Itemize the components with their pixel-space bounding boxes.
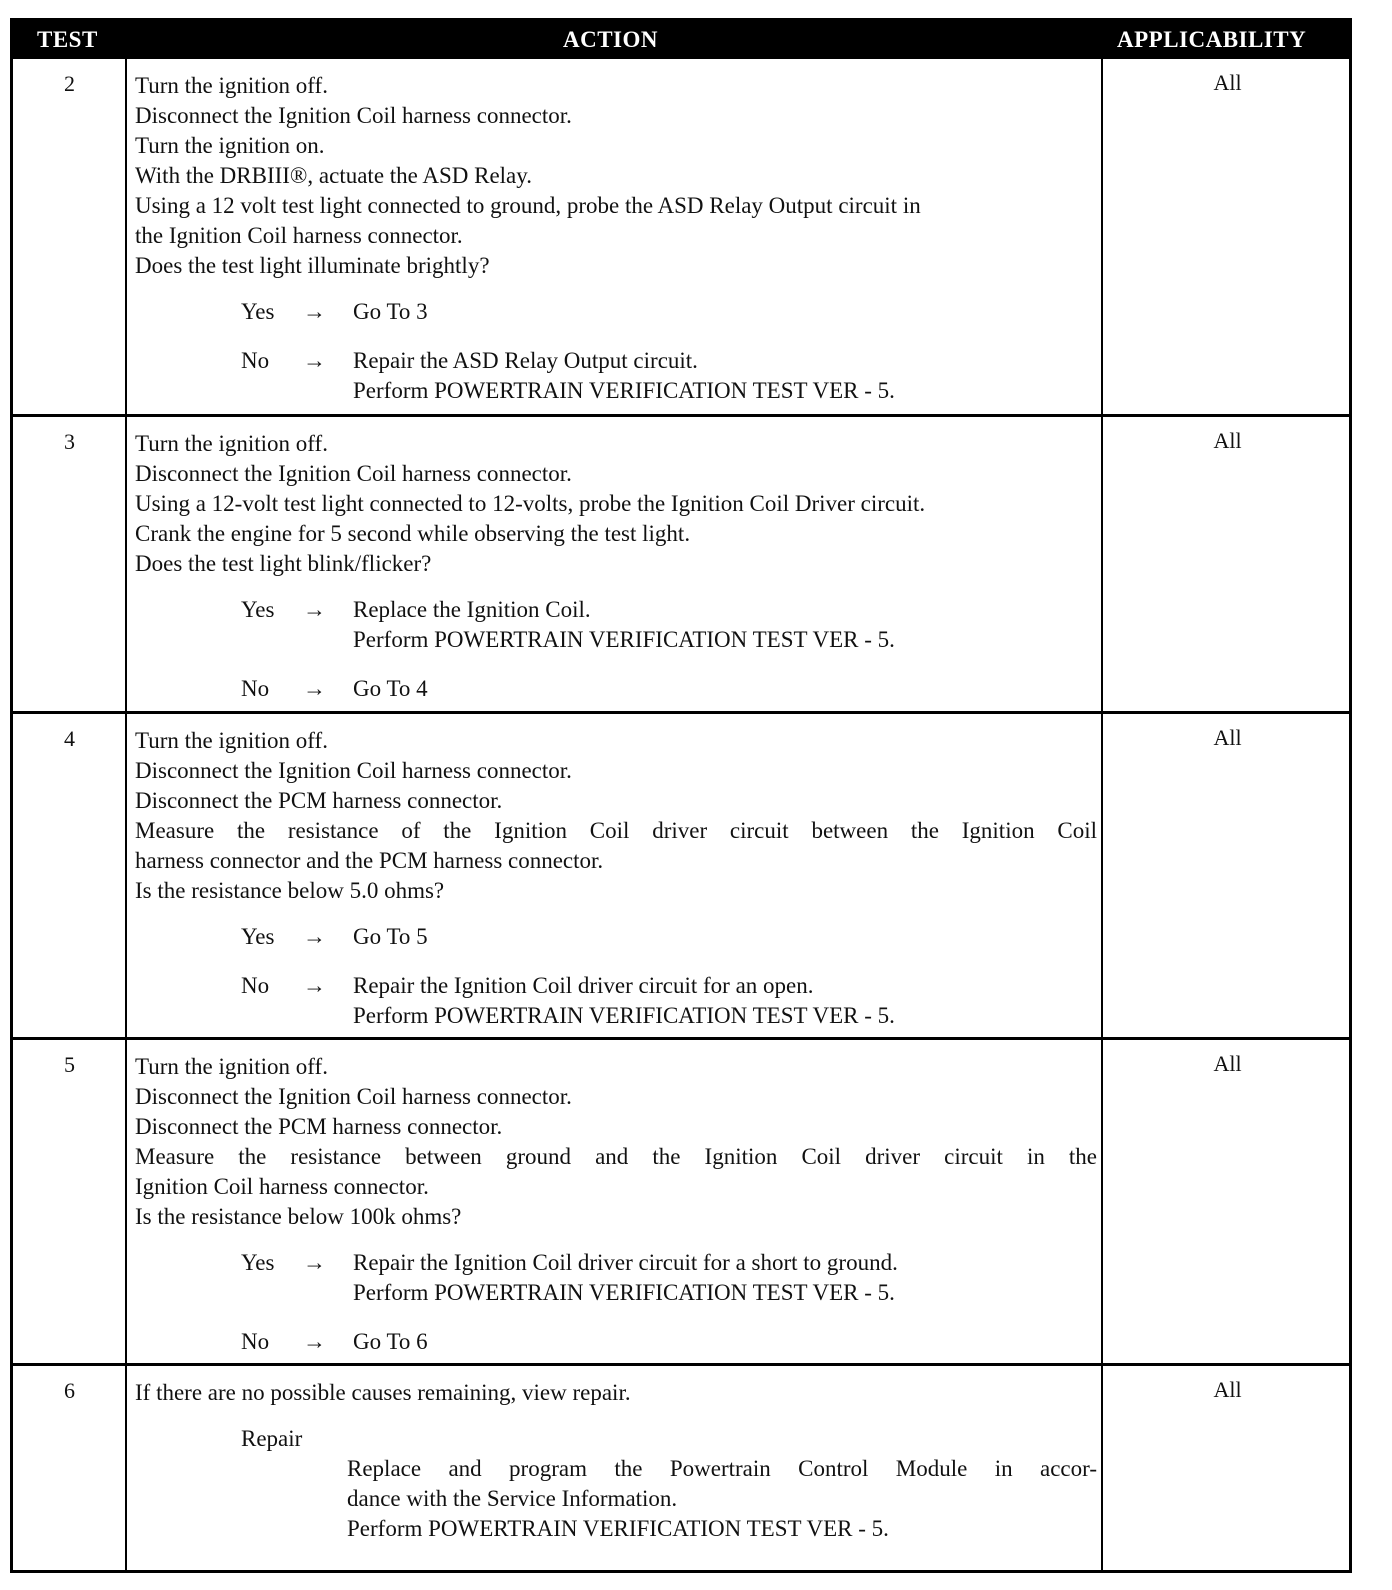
applicability-value: All — [1213, 428, 1242, 453]
answer-result — [353, 1327, 428, 1357]
result-line: Go To 6 — [353, 1329, 428, 1354]
answer-option — [135, 1248, 1097, 1308]
action-cell — [135, 71, 1097, 406]
result-line: Perform POWERTRAIN VERIFICATION TEST VER - 5. — [353, 627, 895, 652]
action-line: Disconnect the Ignition Coil harness connector. — [135, 461, 572, 486]
result-line: Repair the Ignition Coil driver circuit for an open. — [353, 973, 814, 998]
arrow-right-icon: → — [303, 1250, 326, 1275]
action-line: Using a 12 volt test light connected to ground, probe the ASD Relay Output circuit in — [135, 193, 921, 218]
arrow-right-icon: → — [303, 676, 326, 701]
answer-label: Yes — [241, 924, 275, 949]
result-line: Go To 5 — [353, 924, 428, 949]
answer-label: No — [241, 973, 270, 998]
action-line: If there are no possible causes remaining, view repair. — [135, 1380, 631, 1405]
result-line: Repair the ASD Relay Output circuit. — [353, 348, 698, 373]
table-row — [13, 1363, 1349, 1572]
repair-line: Perform POWERTRAIN VERIFICATION TEST VER - 5. — [347, 1516, 889, 1541]
result-line: Perform POWERTRAIN VERIFICATION TEST VER - 5. — [353, 1003, 895, 1028]
action-line: Measure the resistance between ground and the Ignition Coil driver circuit in the — [135, 1144, 1097, 1169]
header-test: TEST — [37, 27, 98, 52]
action-cell — [135, 429, 1097, 704]
action-line: Turn the ignition off. — [135, 1054, 328, 1079]
result-line: Go To 4 — [353, 676, 428, 701]
result-line: Perform POWERTRAIN VERIFICATION TEST VER - 5. — [353, 378, 895, 403]
action-line: the Ignition Coil harness connector. — [135, 223, 463, 248]
action-line: Does the test light illuminate brightly? — [135, 253, 490, 278]
answer-option — [135, 346, 1097, 406]
action-line: Disconnect the PCM harness connector. — [135, 788, 503, 813]
test-number: 2 — [64, 71, 75, 96]
arrow-right-icon: → — [303, 1329, 326, 1354]
answer-option — [135, 922, 1097, 952]
repair-line: Replace and program the Powertrain Control Module in accor- — [347, 1456, 1097, 1481]
applicability-value: All — [1213, 70, 1242, 95]
applicability-value: All — [1213, 1377, 1242, 1402]
action-line: Is the resistance below 100k ohms? — [135, 1204, 462, 1229]
arrow-right-icon: → — [303, 924, 326, 949]
action-line: Disconnect the Ignition Coil harness connector. — [135, 103, 572, 128]
result-line: Replace the Ignition Coil. — [353, 597, 591, 622]
table-row — [13, 711, 1349, 1040]
result-line: Repair the Ignition Coil driver circuit for a short to ground. — [353, 1250, 898, 1275]
answer-result — [353, 674, 428, 704]
header-applicability: APPLICABILITY — [1117, 27, 1307, 52]
action-cell — [135, 726, 1097, 1031]
answer-result — [353, 971, 895, 1031]
answer-options — [135, 297, 1097, 406]
action-line: Is the resistance below 5.0 ohms? — [135, 878, 445, 903]
answer-options — [135, 1248, 1097, 1357]
answer-label: Yes — [241, 1250, 275, 1275]
answer-result — [353, 595, 895, 655]
action-line: Disconnect the Ignition Coil harness connector. — [135, 1084, 572, 1109]
diagnostic-test-table — [10, 18, 1352, 1573]
table-row — [13, 414, 1349, 714]
answer-option — [135, 297, 1097, 327]
action-line: Using a 12-volt test light connected to 12-volts, probe the Ignition Coil Driver circuit. — [135, 491, 926, 516]
answer-label: No — [241, 348, 270, 373]
answer-result — [353, 297, 428, 327]
action-line: Disconnect the PCM harness connector. — [135, 1114, 503, 1139]
answer-options — [135, 595, 1097, 704]
action-line: With the DRBIII®, actuate the ASD Relay. — [135, 163, 533, 188]
answer-option — [135, 971, 1097, 1031]
arrow-right-icon: → — [303, 348, 326, 373]
test-number: 6 — [64, 1378, 75, 1403]
arrow-right-icon: → — [303, 597, 326, 622]
result-line: Perform POWERTRAIN VERIFICATION TEST VER - 5. — [353, 1280, 895, 1305]
action-cell — [135, 1378, 1097, 1544]
table-row — [13, 59, 1349, 415]
action-line: Turn the ignition off. — [135, 73, 328, 98]
repair-instructions — [347, 1454, 1097, 1544]
answer-option — [135, 674, 1097, 704]
action-cell — [135, 1052, 1097, 1357]
applicability-value: All — [1213, 725, 1242, 750]
result-line: Go To 3 — [353, 299, 428, 324]
answer-result — [353, 922, 428, 952]
answer-options — [135, 922, 1097, 1031]
repair-line: dance with the Service Information. — [347, 1486, 678, 1511]
arrow-right-icon: → — [303, 299, 326, 324]
action-line: Turn the ignition on. — [135, 133, 325, 158]
header-action: ACTION — [563, 27, 659, 52]
action-line: Ignition Coil harness connector. — [135, 1174, 429, 1199]
answer-label: No — [241, 676, 270, 701]
test-number: 3 — [64, 429, 75, 454]
action-line: Does the test light blink/flicker? — [135, 551, 432, 576]
repair-label: Repair — [241, 1426, 303, 1451]
action-line: Disconnect the Ignition Coil harness connector. — [135, 758, 572, 783]
table-row — [13, 1037, 1349, 1366]
action-line: Measure the resistance of the Ignition Coil driver circuit between the Ignition Coil — [135, 818, 1097, 843]
applicability-value: All — [1213, 1051, 1242, 1076]
answer-label: Yes — [241, 597, 275, 622]
answer-result — [353, 346, 895, 406]
answer-option — [135, 595, 1097, 655]
action-line: harness connector and the PCM harness connector. — [135, 848, 604, 873]
table-header — [13, 21, 1349, 59]
answer-label: Yes — [241, 299, 275, 324]
action-line: Turn the ignition off. — [135, 431, 328, 456]
action-line: Crank the engine for 5 second while observing the test light. — [135, 521, 691, 546]
action-line: Turn the ignition off. — [135, 728, 328, 753]
test-number: 4 — [64, 726, 75, 751]
test-number: 5 — [64, 1052, 75, 1077]
answer-option — [135, 1327, 1097, 1357]
arrow-right-icon: → — [303, 973, 326, 998]
answer-label: No — [241, 1329, 270, 1354]
answer-result — [353, 1248, 898, 1308]
